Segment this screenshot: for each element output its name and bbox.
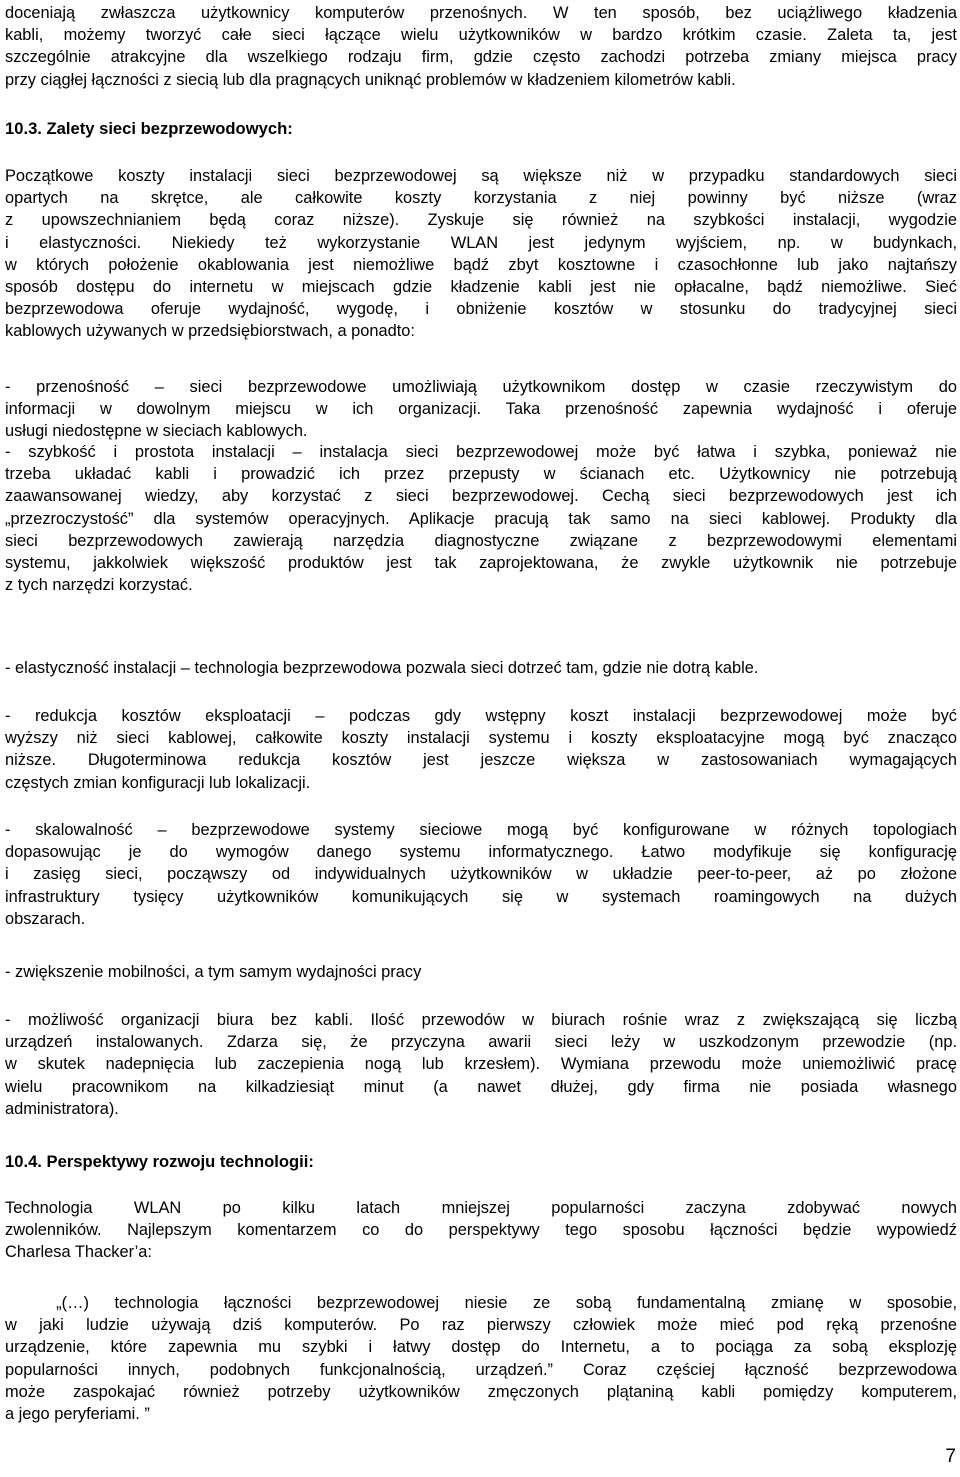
text-line: „przezroczystość” dla systemów operacyjnych. Aplikacje pracują tak samo na sieci kablowej. Produkty dla xyxy=(5,509,957,528)
text-line: w jaki ludzie używają dziś komputerów. Po raz pierwszy człowiek może mieć pod ręką przenośne xyxy=(5,1316,957,1335)
text-line: kabli, możemy tworzyć całe sieci łączące wielu użytkowników w bardzo krótkim czasie. Zaleta ta, jest xyxy=(5,26,957,45)
text-line: infrastruktury tysięcy użytkowników komunikujących się w systemach roamingowych na dużych xyxy=(5,887,957,906)
page-number: 7 xyxy=(945,1446,956,1467)
text-line: i zasięg sieci, począwszy od indywidualnych użytkowników w układzie peer-to-peer, aż po złożone xyxy=(5,865,957,884)
text-line: - redukcja kosztów eksploatacji – podczas gdy wstępny koszt instalacji bezprzewodowej może być xyxy=(5,707,957,725)
intro-paragraph xyxy=(5,2,957,91)
item-biuro-bez-kabli xyxy=(5,1009,957,1120)
item-skalowalnosc xyxy=(5,819,957,930)
text-line: opartych na skrętce, ale całkowite koszty korzystania z niej powinny być niższe (wraz xyxy=(5,189,957,208)
section-heading-10-3: 10.3. Zalety sieci bezprzewodowych: xyxy=(5,119,293,138)
text-line: sposób dostępu do internetu w miejscach gdzie kładzenie kabli jest nie opłacalne, bądź niemożliwe. Sieć xyxy=(5,278,957,297)
text-line: wielu pracownikom na kilkadziesiąt minut (a nawet dłużej, gdy firma nie posiada własnego xyxy=(5,1077,957,1096)
text-line: urządzenie, które zapewnia mu szybki i łatwy dostęp do Internetu, a to pociąga za sobą eksplozję xyxy=(5,1338,957,1357)
text-line: trzeba układać kabli i prowadzić ich przez przepusty w ścianach etc. Użytkownicy nie potrzebują xyxy=(5,465,957,484)
item-redukcja-kosztow xyxy=(5,705,957,794)
section-heading-10-4: 10.4. Perspektywy rozwoju technologii: xyxy=(5,1152,314,1171)
text-line: sieci bezprzewodowych zawierają narzędzia diagnostyczne związane z bezprzewodowymi elementami xyxy=(5,531,957,550)
text-line: „(…) technologia łączności bezprzewodowej niesie ze sobą fundamentalną zmianę w sposobie, xyxy=(5,1294,957,1312)
text-line: z upowszechnianiem będą coraz niższe). Zyskuje się również na szybkości instalacji, wygodzie xyxy=(5,211,957,230)
text-line: - możliwość organizacji biura bez kabli. Ilość przewodów w biurach rośnie wraz z zwiększającą się liczbą xyxy=(5,1011,957,1029)
item-mobilnosc xyxy=(5,961,957,983)
text-line: kablowych używanych w przedsiębiorstwach, a ponadto: xyxy=(5,322,415,341)
text-line: a jego peryferiami. ” xyxy=(5,1405,150,1424)
text-line: w których położenie okablowania jest niemożliwe bądź zbyt kosztowne i czasochłonne lub jako najtańszy xyxy=(5,255,957,274)
text-line: - szybkość i prostota instalacji – instalacja sieci bezprzewodowej może być łatwa i szybka, ponieważ nie xyxy=(5,443,957,461)
text-line: częstych zmian konfiguracji lub lokalizacji. xyxy=(5,773,311,792)
text-line: może zaspokajać również potrzeby użytkowników zmęczonych plątaniną kabli pomiędzy komputerem, xyxy=(5,1382,957,1401)
text-line: dopasowując je do wymogów danego systemu informatycznego. Łatwo modyfikuje się konfigurację xyxy=(5,843,957,862)
text-line: Technologia WLAN po kilku latach mniejszej popularności zaczyna zdobywać nowych xyxy=(5,1199,957,1217)
item-przenosnosc xyxy=(5,376,957,443)
text-line: i elastyczności. Niekiedy też wykorzystanie WLAN jest jedynym wyjściem, np. w budynkach, xyxy=(5,233,957,252)
text-line: doceniają zwłaszcza użytkownicy komputerów przenośnych. W ten sposób, bez uciążliwego kładzenia xyxy=(5,4,957,22)
text-line: przy ciągłej łączności z siecią lub dla pragnących uniknąć problemów w kładzeniem kilometrów kabli. xyxy=(5,70,736,89)
text-line: - zwiększenie mobilności, a tym samym wydajności pracy xyxy=(5,963,422,981)
text-line: bezprzewodowa oferuje wydajność, wygodę, i obniżenie kosztów w stosunku do tradycyjnej sieci xyxy=(5,300,957,319)
text-line: zaawansowanej wiedzy, aby korzystać z sieci bezprzewodowej. Cechą sieci bezprzewodowych jest ich xyxy=(5,487,957,506)
section-10-4-paragraph xyxy=(5,1197,957,1264)
text-line: szczególnie atrakcyjne dla wszelkiego rodzaju firm, gdzie często zachodzi potrzeba zmiany miejsca pracy xyxy=(5,48,957,67)
text-line: urządzeń instalowanych. Zdarza się, że przyczyna awarii sieci leży w uszkodzonym przewodzie (np. xyxy=(5,1033,957,1052)
text-line: z tych narzędzi korzystać. xyxy=(5,576,193,595)
text-line: wyższy niż sieci kablowej, całkowite koszty instalacji systemu i koszty eksploatacyjne mogą być znacząco xyxy=(5,729,957,748)
text-line: informacji w dowolnym miejscu w ich organizacji. Taka przenośność zapewnia wydajność i oferuje xyxy=(5,400,957,419)
text-line: - elastyczność instalacji – technologia bezprzewodowa pozwala sieci dotrzeć tam, gdzie nie dotrą kable. xyxy=(5,659,759,677)
text-line: zwolenników. Najlepszym komentarzem co do perspektywy tego sposobu łączności będzie wypowiedź xyxy=(5,1221,957,1240)
section-10-3-paragraph xyxy=(5,165,957,343)
text-line: Charlesa Thacker’a: xyxy=(5,1243,152,1262)
item-elastycznosc xyxy=(5,657,957,679)
text-line: niższe. Długoterminowa redukcja kosztów jest jeszcze większa w zastosowaniach wymagających xyxy=(5,751,957,770)
text-line: popularności innych, podobnych funkcjonalnością, urządzeń.” Coraz częściej łączność bezprzewodowa xyxy=(5,1360,957,1379)
text-line: obszarach. xyxy=(5,909,86,928)
text-line: - przenośność – sieci bezprzewodowe umożliwiają użytkownikom dostęp w czasie rzeczywistym do xyxy=(5,378,957,396)
text-line: administratora). xyxy=(5,1099,119,1118)
text-line: w skutek nadepnięcia lub zaczepienia nogą lub krzesłem). Wymiana przewodu może uniemożliwić pracę xyxy=(5,1055,957,1074)
text-line: usługi niedostępne w sieciach kablowych. xyxy=(5,422,308,441)
item-szybkosc xyxy=(5,441,957,596)
quote-paragraph xyxy=(5,1292,957,1425)
text-line: systemu, jakkolwiek większość produktów jest tak zaprojektowana, że zwykle użytkownik nie potrzebuje xyxy=(5,554,957,573)
text-line: Początkowe koszty instalacji sieci bezprzewodowej są większe niż w przypadku standardowych sieci xyxy=(5,167,957,185)
text-line: - skalowalność – bezprzewodowe systemy sieciowe mogą być konfigurowane w różnych topologiach xyxy=(5,821,957,839)
